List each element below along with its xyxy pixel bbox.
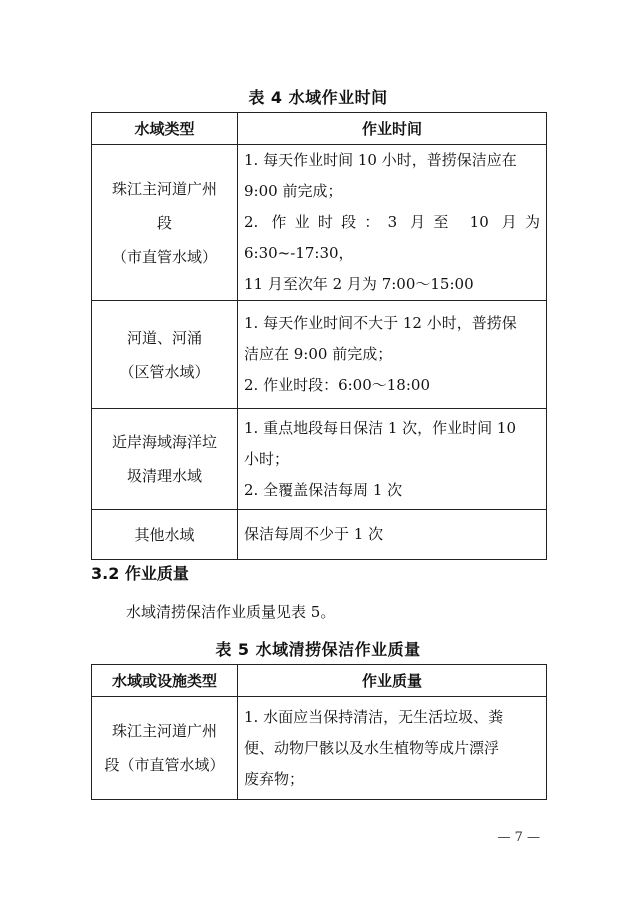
work-time-text: 9:00 前完成； bbox=[244, 182, 343, 200]
work-time-text: 2. 全覆盖保洁每周 1 次 bbox=[244, 480, 403, 499]
facility-type-cell bbox=[92, 697, 238, 800]
table-row bbox=[92, 301, 547, 409]
water-type-cell bbox=[92, 409, 238, 510]
work-time-text: 1. 重点地段每日保洁 1 次，作业时间 10 bbox=[244, 418, 517, 437]
table4-header-row bbox=[92, 113, 547, 145]
table-row bbox=[92, 510, 547, 560]
work-time-text: 洁应在 9:00 前完成； bbox=[244, 345, 393, 363]
table5 bbox=[91, 664, 547, 800]
work-time-text: 小时； bbox=[244, 449, 290, 468]
water-type-cell bbox=[92, 301, 238, 409]
water-type-text: 珠江主河道广州 bbox=[111, 179, 217, 198]
quality-text: 1. 水面应当保持清洁，无生活垃圾、粪 bbox=[244, 707, 504, 726]
water-type-text: 近岸海域海洋垃 bbox=[111, 433, 217, 451]
work-time-text: 11 月至次年 2 月为 7:00～15:00 bbox=[244, 275, 474, 293]
quality-cell bbox=[238, 697, 547, 800]
table5-header-type: 水域或设施类型 bbox=[92, 665, 238, 697]
water-type-text: 其他水域 bbox=[134, 525, 195, 544]
water-type-text: 河道、河涌 bbox=[126, 328, 202, 347]
work-time-cell bbox=[238, 301, 547, 409]
table5-header-quality: 作业质量 bbox=[238, 665, 547, 697]
facility-type-text: 珠江主河道广州 bbox=[111, 722, 217, 740]
table-row bbox=[92, 697, 547, 800]
work-time-text: 2. 作业时段：6:00～18:00 bbox=[244, 376, 430, 394]
water-type-cell bbox=[92, 510, 238, 560]
table4-header-type: 水域类型 bbox=[92, 113, 238, 145]
section-heading: 3.2 作业质量 bbox=[91, 564, 189, 583]
page-number: — 7 — bbox=[497, 830, 540, 845]
water-type-text: 圾清理水域 bbox=[126, 467, 202, 485]
work-time-cell bbox=[238, 510, 547, 560]
work-time-text: 2. 作业时段：3 月至 10 月为 6:30~-17:30， bbox=[244, 213, 540, 262]
quality-text: 废弃物； bbox=[244, 769, 305, 788]
table4-header-time: 作业时间 bbox=[238, 113, 547, 145]
table-row bbox=[92, 145, 547, 301]
table4-caption: 表 4 水域作业时间 bbox=[248, 88, 388, 107]
work-time-text: 1. 每天作业时间不大于 12 小时，普捞保 bbox=[244, 314, 517, 332]
water-type-text: 段 bbox=[156, 213, 172, 232]
table5-caption: 表 5 水域清捞保洁作业质量 bbox=[215, 640, 421, 659]
water-type-text: （区管水域） bbox=[119, 362, 210, 381]
water-type-text: （市直管水域） bbox=[111, 247, 217, 266]
quality-text: 便、动物尸骸以及水生植物等成片漂浮 bbox=[244, 738, 500, 757]
work-time-cell bbox=[238, 409, 547, 510]
work-time-cell bbox=[238, 145, 547, 301]
work-time-text: 1. 每天作业时间 10 小时，普捞保洁应在 bbox=[244, 151, 517, 169]
facility-type-text: 段（市直管水域） bbox=[104, 756, 225, 774]
table5-header-row bbox=[92, 665, 547, 697]
table-row bbox=[92, 409, 547, 510]
water-type-cell bbox=[92, 145, 238, 301]
body-paragraph: 水域清捞保洁作业质量见表 5。 bbox=[126, 603, 336, 621]
table4 bbox=[91, 112, 547, 560]
work-time-text: 保洁每周不少于 1 次 bbox=[244, 525, 384, 543]
